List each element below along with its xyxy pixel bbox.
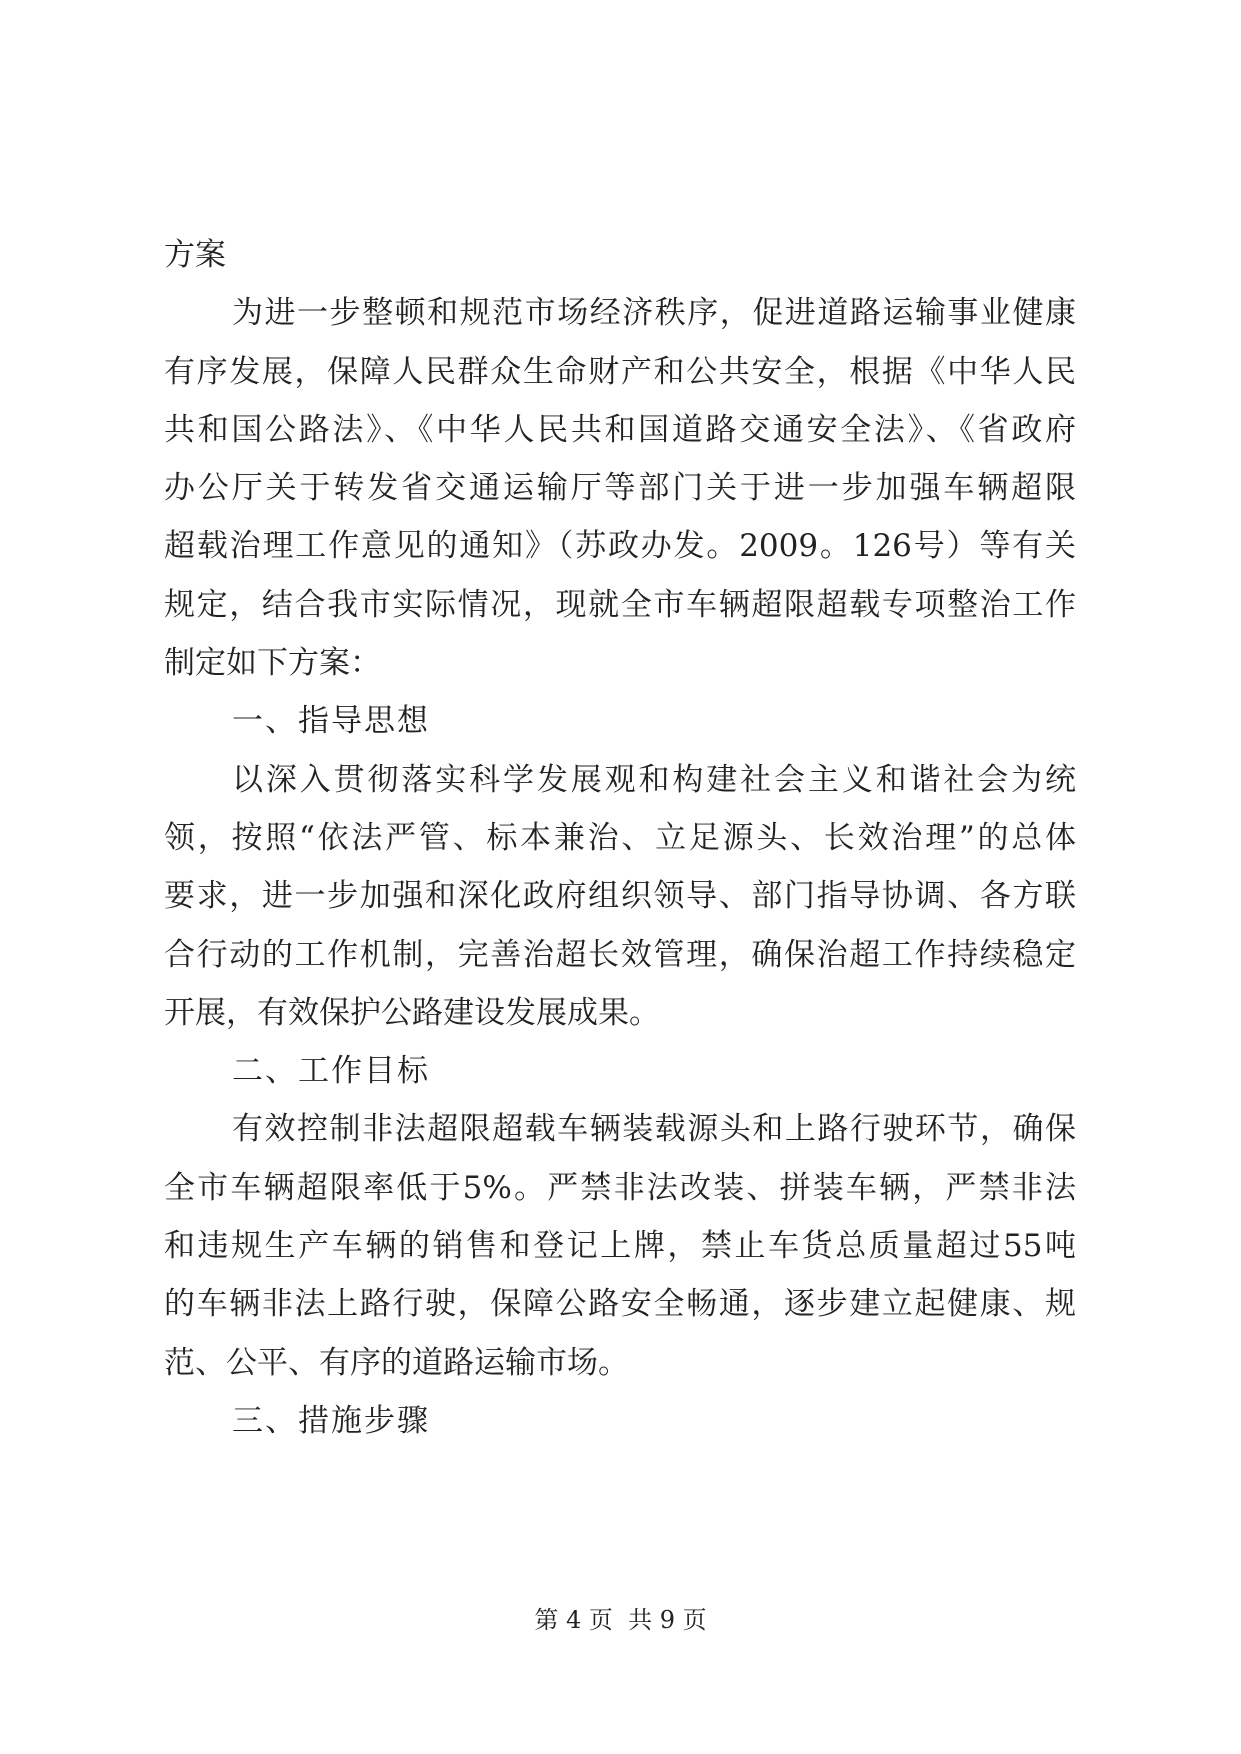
section-heading: 一、指导思想: [232, 703, 430, 740]
paragraph-line: 要求，进一步加强和深化政府组织领导、部门指导协调、各方联: [164, 878, 1076, 915]
paragraph-line: 开展，有效保护公路建设发展成果。: [164, 994, 660, 1031]
paragraph-line: 为进一步整顿和规范市场经济秩序，促进道路运输事业健康: [232, 295, 1076, 332]
paragraph-line: 的车辆非法上路行驶，保障公路安全畅通，逐步建立起健康、规: [164, 1286, 1076, 1323]
paragraph-line: 合行动的工作机制，完善治超长效管理，确保治超工作持续稳定: [164, 936, 1076, 973]
paragraph-line: 全市车辆超限率低于5%。严禁非法改装、拼装车辆，严禁非法: [164, 1169, 1076, 1206]
paragraph-line: 规定，结合我市实际情况，现就全市车辆超限超载专项整治工作: [164, 586, 1076, 623]
paragraph-line: 领，按照“依法严管、标本兼治、立足源头、长效治理”的总体: [164, 819, 1076, 856]
section-heading: 三、措施步骤: [232, 1402, 430, 1439]
section-heading: 二、工作目标: [232, 1053, 430, 1090]
paragraph-line: 有序发展，保障人民群众生命财产和公共安全，根据《中华人民: [164, 353, 1076, 390]
paragraph-line: 共和国公路法》、《中华人民共和国道路交通安全法》、《省政府: [164, 411, 1076, 448]
page-number-footer: 第 4 页 共 9 页: [534, 1606, 707, 1634]
paragraph-line: 和违规生产车辆的销售和登记上牌，禁止车货总质量超过55吨: [164, 1228, 1076, 1265]
paragraph-line: 有效控制非法超限超载车辆装载源头和上路行驶环节，确保: [232, 1111, 1076, 1148]
paragraph-line: 超载治理工作意见的通知》（苏政办发。2009。126号）等有关: [164, 528, 1076, 565]
paragraph-line: 范、公平、有序的道路运输市场。: [164, 1344, 629, 1381]
document-body: [164, 226, 1076, 1450]
paragraph-line: 方案: [164, 237, 226, 273]
paragraph-line: 以深入贯彻落实科学发展观和构建社会主义和谐社会为统: [232, 761, 1076, 798]
paragraph-line: 办公厅关于转发省交通运输厅等部门关于进一步加强车辆超限: [164, 470, 1076, 507]
paragraph-line: 制定如下方案：: [164, 645, 381, 682]
